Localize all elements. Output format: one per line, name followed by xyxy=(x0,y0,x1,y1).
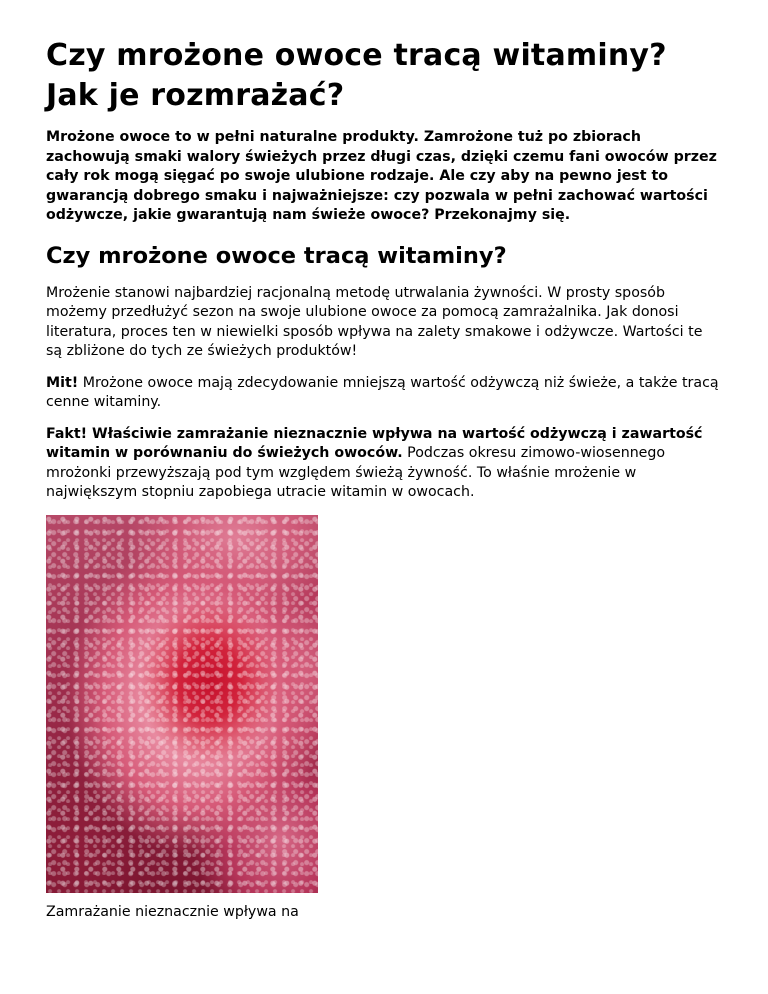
article-lead: Mrożone owoce to w pełni naturalne produkty. Zamrożone tuż po zbiorach zachowują smaki walory świeżych przez długi czas, dzięki czemu fani owoców przez cały rok mogą sięgać po swoje ulubione rodzaje. Ale czy aby na pewno jest to gwarancją dobrego smaku i najważniejsze: czy pozwala w pełni zachować wartości odżywcze, jakie gwarantują nam świeże owoce? Przekonajmy się. xyxy=(46,129,717,223)
frost-texture xyxy=(46,515,318,893)
section-heading: Czy mrożone owoce tracą witaminy? xyxy=(46,242,507,269)
article-title-line2: Jak je rozmrażać? xyxy=(46,78,345,113)
frozen-raspberry-photo xyxy=(46,515,318,893)
myth-text: Mrożone owoce mają zdecydowanie mniejszą wartość odżywczą niż świeże, a także tracą cenne witaminy. xyxy=(46,374,719,410)
paragraph-fact xyxy=(46,425,722,503)
article-title-line1: Czy mrożone owoce tracą witaminy? xyxy=(46,38,667,73)
paragraph-intro: Mrożenie stanowi najbardziej racjonalną metodę utrwalania żywności. W prosty sposób możemy przedłużyć sezon na swoje ulubione owoce za pomocą zamrażalnika. Jak donosi literatura, proces ten w niewielki sposób wpływa na zalety smakowe i odżywcze. Wartości te są zbliżone do tych ze świeżych produktów! xyxy=(46,284,703,359)
paragraph-myth xyxy=(46,374,722,413)
myth-label: Mit! xyxy=(46,374,79,391)
article-title xyxy=(46,36,722,116)
photo-caption: Zamrażanie nieznacznie wpływa na xyxy=(46,903,299,920)
fact-text: Podczas okresu zimowo-wiosennego mrożonki przewyższają pod tym względem świeżą żywność. To właśnie mrożenie w największym stopniu zapobiega utracie witamin w owocach. xyxy=(46,445,666,500)
fact-label: Fakt! Właściwie zamrażanie nieznacznie wpływa na wartość odżywczą i zawartość witamin w porównaniu do świeżych owoców. xyxy=(46,425,703,461)
